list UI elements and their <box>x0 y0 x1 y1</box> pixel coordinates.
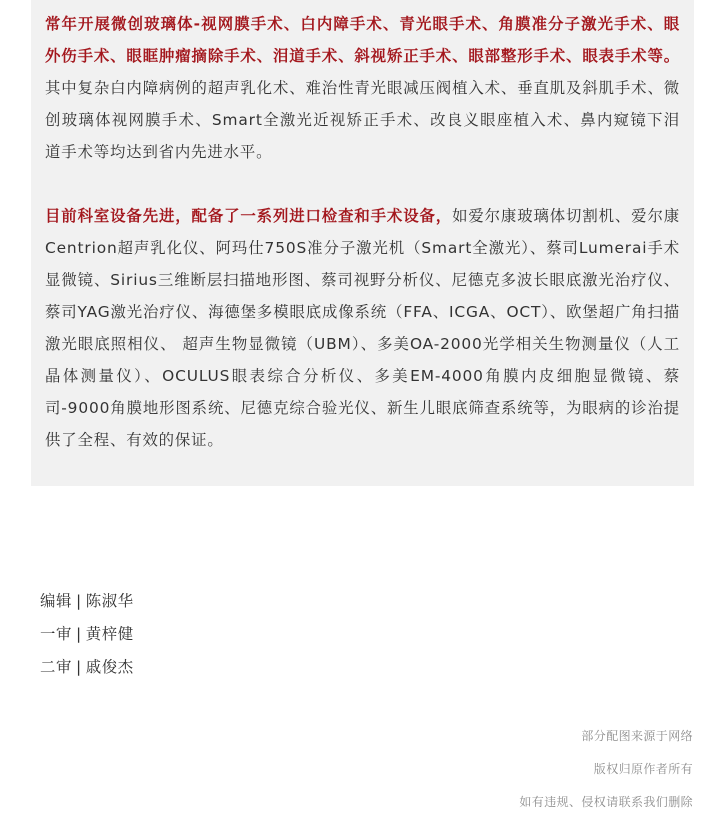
credit-separator: | <box>75 592 82 610</box>
credit-review1-name: 黄梓健 <box>85 625 134 643</box>
credit-review2-label: 二审 <box>40 658 72 676</box>
paragraph-equipment <box>45 200 680 456</box>
credit-editor-name: 陈淑华 <box>85 592 134 610</box>
body-equipment: 如爱尔康玻璃体切割机、爱尔康Centrion超声乳化仪、阿玛仕750S准分子激光机（Smart全激光）、蔡司Lumerai手术显微镜、Sirius三维断层扫描地形图、蔡司视野分析仪、尼德克多波长眼底激光治疗仪、蔡司YAG激光治疗仪、海德堡多模眼底成像系统（FFA、ICGA、OCT）、欧堡超广角扫描激光眼底照相仪、 超声生物显微镜（UBM）、多美OA-2000光学相关生物测量仪（人工晶体测量仪）、OCULUS眼表综合分析仪、多美EM-4000角膜内皮细胞显微镜、蔡司-9000角膜地形图系统、尼德克综合验光仪、新生儿眼底筛查系统等，为眼病的诊治提供了全程、有效的保证。 <box>45 207 680 449</box>
note-copyright: 版权归原作者所有 <box>593 762 693 776</box>
highlight-surgeries: 常年开展微创玻璃体-视网膜手术、白内障手术、青光眼手术、角膜准分子激光手术、眼外伤手术、眼眶肿瘤摘除手术、泪道手术、斜视矫正手术、眼部整形手术、眼表手术等。 <box>45 15 680 65</box>
credit-review2-name: 戚俊杰 <box>85 658 134 676</box>
note-contact: 如有违规、侵权请联系我们删除 <box>519 795 693 809</box>
credit-review1 <box>40 618 134 651</box>
credit-review2 <box>40 651 134 684</box>
credit-review1-label: 一审 <box>40 625 72 643</box>
credit-editor-label: 编辑 <box>40 592 72 610</box>
credit-editor <box>40 585 134 618</box>
copyright-notes <box>519 720 693 819</box>
body-surgeries: 其中复杂白内障病例的超声乳化术、难治性青光眼减压阀植入术、垂直肌及斜肌手术、微创玻璃体视网膜手术、Smart全激光近视矫正手术、改良义眼座植入术、鼻内窥镜下泪道手术等均达到省内先进水平。 <box>45 79 680 161</box>
note-image-source: 部分配图来源于网络 <box>581 729 693 743</box>
paragraph-surgeries <box>45 8 680 168</box>
highlight-equipment: 目前科室设备先进，配备了一系列进口检查和手术设备， <box>45 207 453 225</box>
credits <box>40 585 134 684</box>
credit-separator: | <box>75 658 82 676</box>
article-card <box>31 0 694 486</box>
credit-separator: | <box>75 625 82 643</box>
